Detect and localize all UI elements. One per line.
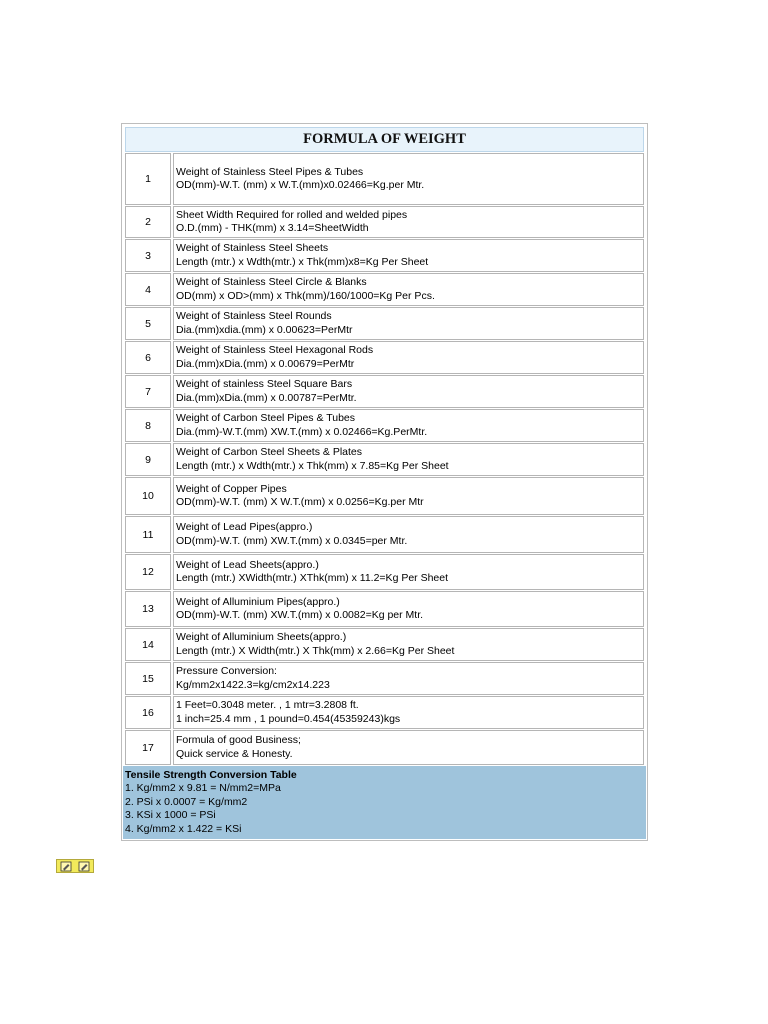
- row-formula: OD(mm) x OD>(mm) x Thk(mm)/160/1000=Kg Per Pcs.: [176, 289, 435, 302]
- row-title: Weight of Stainless Steel Rounds: [176, 310, 332, 322]
- table-row: [125, 554, 644, 590]
- row-description: [173, 273, 644, 306]
- row-description: [173, 443, 644, 476]
- row-number: 8: [125, 409, 171, 442]
- table-row: [125, 273, 644, 306]
- row-title: Weight of Stainless Steel Hexagonal Rods: [176, 344, 374, 356]
- row-formula: Kg/mm2x1422.3=kg/cm2x14.223: [176, 678, 330, 691]
- row-formula: Dia.(mm)xDia.(mm) x 0.00679=PerMtr: [176, 357, 355, 370]
- row-title: Formula of good Business;: [176, 734, 301, 746]
- row-number: 10: [125, 477, 171, 515]
- table-row: [125, 409, 644, 442]
- table-row: [125, 375, 644, 408]
- row-formula: Dia.(mm)-W.T.(mm) XW.T.(mm) x 0.02466=Kg.PerMtr.: [176, 425, 428, 438]
- row-title: Weight of Copper Pipes: [176, 482, 287, 495]
- table-row: [125, 696, 644, 729]
- row-description: [173, 516, 644, 553]
- row-number: 4: [125, 273, 171, 306]
- edit-icons-toolbar[interactable]: [56, 859, 94, 873]
- tensile-heading: Tensile Strength Conversion Table: [125, 769, 297, 781]
- row-title: Weight of Alluminium Sheets(appro.): [176, 631, 347, 643]
- row-description: [173, 375, 644, 408]
- row-description: [173, 206, 644, 238]
- row-description: [173, 591, 644, 627]
- row-number: 15: [125, 662, 171, 695]
- row-title: 1 Feet=0.3048 meter. , 1 mtr=3.2808 ft.: [176, 699, 359, 711]
- row-description: [173, 477, 644, 515]
- row-title: Weight of Lead Pipes(appro.): [176, 521, 313, 533]
- row-number: 17: [125, 730, 171, 765]
- table-row: [125, 628, 644, 661]
- table-row: [125, 239, 644, 272]
- row-formula: Dia.(mm)xDia.(mm) x 0.00787=PerMtr.: [176, 391, 357, 404]
- tensile-strength-table: [123, 766, 646, 839]
- row-formula: O.D.(mm) - THK(mm) x 3.14=SheetWidth: [176, 222, 369, 234]
- row-number: 3: [125, 239, 171, 272]
- row-description: [173, 409, 644, 442]
- row-formula: OD(mm)-W.T. (mm) x W.T.(mm)x0.02466=Kg.per Mtr.: [176, 179, 425, 191]
- row-formula: OD(mm)-W.T. (mm) XW.T.(mm) x 0.0082=Kg per Mtr.: [176, 609, 424, 621]
- row-title: Weight of Alluminium Pipes(appro.): [176, 595, 340, 608]
- table-row: [125, 591, 644, 627]
- row-formula: Length (mtr.) XWidth(mtr.) XThk(mm) x 11.2=Kg Per Sheet: [176, 572, 449, 584]
- table-row: [125, 341, 644, 374]
- row-description: [173, 341, 644, 374]
- table-row: [125, 443, 644, 476]
- tensile-line: 1. Kg/mm2 x 9.81 = N/mm2=MPa: [125, 782, 281, 795]
- tensile-line: 2. PSi x 0.0007 = Kg/mm2: [125, 795, 248, 808]
- row-description: [173, 730, 644, 765]
- row-formula: OD(mm)-W.T. (mm) X W.T.(mm) x 0.0256=Kg.per Mtr: [176, 496, 424, 508]
- row-title: Pressure Conversion:: [176, 665, 277, 677]
- row-title: Sheet Width Required for rolled and welded pipes: [176, 208, 408, 221]
- row-number: 5: [125, 307, 171, 340]
- table-row: [125, 206, 644, 238]
- row-title: Weight of Stainless Steel Pipes & Tubes: [176, 165, 364, 178]
- table-row: [125, 307, 644, 340]
- tensile-line: 4. Kg/mm2 x 1.422 = KSi: [125, 822, 242, 835]
- row-number: 1: [125, 153, 171, 205]
- table-title: FORMULA OF WEIGHT: [125, 127, 644, 152]
- pencil-icon[interactable]: [60, 861, 72, 872]
- pencil-icon[interactable]: [78, 861, 90, 872]
- row-number: 14: [125, 628, 171, 661]
- row-title: Weight of Stainless Steel Sheets: [176, 242, 329, 254]
- row-number: 13: [125, 591, 171, 627]
- table-row: [125, 662, 644, 695]
- row-number: 16: [125, 696, 171, 729]
- row-formula: OD(mm)-W.T. (mm) XW.T.(mm) x 0.0345=per Mtr.: [176, 534, 408, 547]
- row-formula: 1 inch=25.4 mm , 1 pound=0.454(45359243)kgs: [176, 712, 401, 725]
- row-title: Weight of Carbon Steel Pipes & Tubes: [176, 412, 355, 424]
- row-number: 12: [125, 554, 171, 590]
- row-title: Weight of Stainless Steel Circle & Blanks: [176, 276, 367, 288]
- row-number: 7: [125, 375, 171, 408]
- row-formula: Length (mtr.) X Width(mtr.) X Thk(mm) x 2.66=Kg Per Sheet: [176, 644, 455, 657]
- row-number: 6: [125, 341, 171, 374]
- row-formula: Quick service & Honesty.: [176, 747, 293, 760]
- row-title: Weight of Carbon Steel Sheets & Plates: [176, 446, 362, 458]
- tensile-line: 3. KSi x 1000 = PSi: [125, 809, 216, 822]
- table-row: [125, 516, 644, 553]
- row-title: Weight of stainless Steel Square Bars: [176, 378, 353, 390]
- row-description: [173, 307, 644, 340]
- formula-table: [121, 123, 648, 841]
- table-row: [125, 153, 644, 205]
- row-number: 9: [125, 443, 171, 476]
- row-number: 11: [125, 516, 171, 553]
- row-description: [173, 239, 644, 272]
- table-row: [125, 477, 644, 515]
- row-description: [173, 696, 644, 729]
- row-formula: Length (mtr.) x Wdth(mtr.) x Thk(mm)x8=Kg Per Sheet: [176, 255, 429, 268]
- table-row: [125, 730, 644, 765]
- row-description: [173, 554, 644, 590]
- row-formula: Length (mtr.) x Wdth(mtr.) x Thk(mm) x 7.85=Kg Per Sheet: [176, 459, 449, 472]
- row-number: 2: [125, 206, 171, 238]
- row-title: Weight of Lead Sheets(appro.): [176, 558, 319, 571]
- row-description: [173, 628, 644, 661]
- row-description: [173, 153, 644, 205]
- row-formula: Dia.(mm)xdia.(mm) x 0.00623=PerMtr: [176, 323, 353, 336]
- row-description: [173, 662, 644, 695]
